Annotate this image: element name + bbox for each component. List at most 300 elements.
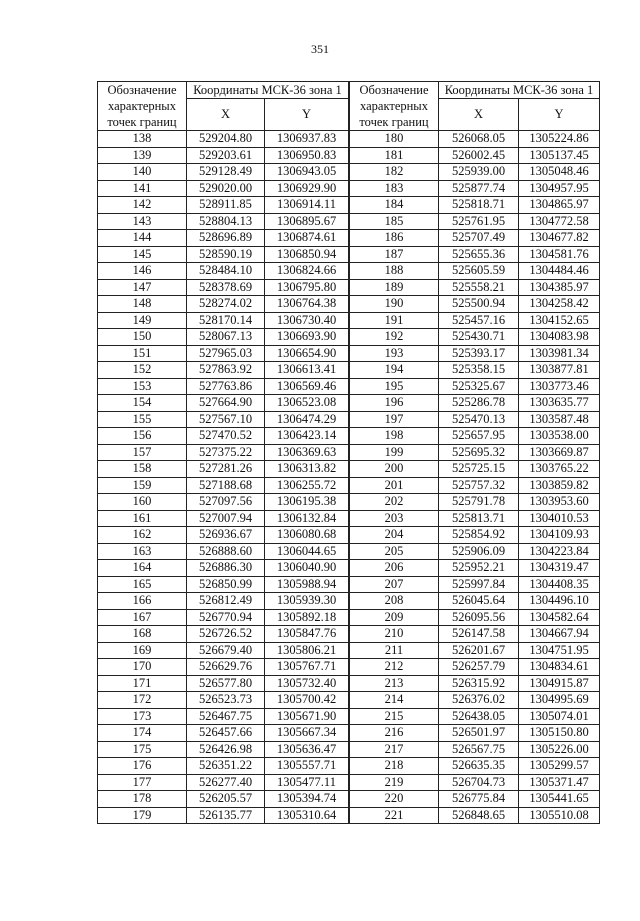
table-row	[350, 494, 600, 511]
point-number-cell: 182	[350, 164, 439, 181]
point-number-cell: 185	[350, 213, 439, 230]
x-coordinate-cell: 526277.40	[187, 774, 265, 791]
y-coordinate-cell: 1306654.90	[265, 345, 349, 362]
table-row	[98, 312, 349, 329]
table-row	[350, 477, 600, 494]
y-coordinate-cell: 1304152.65	[519, 312, 600, 329]
y-coordinate-cell: 1304484.46	[519, 263, 600, 280]
y-coordinate-cell: 1306693.90	[265, 329, 349, 346]
x-coordinate-cell: 528590.19	[187, 246, 265, 263]
y-coordinate-cell: 1304915.87	[519, 675, 600, 692]
point-number-cell: 170	[98, 659, 187, 676]
y-coordinate-cell: 1304834.61	[519, 659, 600, 676]
point-number-cell: 169	[98, 642, 187, 659]
y-coordinate-cell: 1306474.29	[265, 411, 349, 428]
y-coordinate-cell: 1306040.90	[265, 560, 349, 577]
point-number-cell: 145	[98, 246, 187, 263]
y-coordinate-cell: 1305988.94	[265, 576, 349, 593]
table-row	[98, 692, 349, 709]
point-number-cell: 147	[98, 279, 187, 296]
table-row	[98, 477, 349, 494]
point-number-cell: 211	[350, 642, 439, 659]
y-coordinate-cell: 1305074.01	[519, 708, 600, 725]
table-row	[350, 708, 600, 725]
table-row	[98, 180, 349, 197]
point-number-cell: 186	[350, 230, 439, 247]
table-row	[98, 510, 349, 527]
point-number-cell: 177	[98, 774, 187, 791]
point-number-cell: 173	[98, 708, 187, 725]
point-number-cell: 164	[98, 560, 187, 577]
point-number-cell: 213	[350, 675, 439, 692]
table-row	[98, 626, 349, 643]
table-row	[350, 791, 600, 808]
y-coordinate-cell: 1305671.90	[265, 708, 349, 725]
point-number-cell: 194	[350, 362, 439, 379]
table-row	[350, 246, 600, 263]
point-number-cell: 193	[350, 345, 439, 362]
table-row	[98, 675, 349, 692]
point-number-cell: 139	[98, 147, 187, 164]
point-number-cell: 168	[98, 626, 187, 643]
x-coordinate-cell: 527664.90	[187, 395, 265, 412]
point-number-cell: 199	[350, 444, 439, 461]
x-coordinate-cell: 526002.45	[439, 147, 519, 164]
y-coordinate-cell: 1305224.86	[519, 131, 600, 148]
x-coordinate-cell: 526848.65	[439, 807, 519, 824]
x-coordinate-cell: 528484.10	[187, 263, 265, 280]
point-number-cell: 156	[98, 428, 187, 445]
y-coordinate-cell: 1305557.71	[265, 758, 349, 775]
y-coordinate-cell: 1305394.74	[265, 791, 349, 808]
y-coordinate-cell: 1306044.65	[265, 543, 349, 560]
point-number-cell: 158	[98, 461, 187, 478]
table-row	[98, 527, 349, 544]
point-number-cell: 140	[98, 164, 187, 181]
table-row	[350, 180, 600, 197]
table-row	[350, 642, 600, 659]
y-coordinate-cell: 1305700.42	[265, 692, 349, 709]
table-row	[98, 609, 349, 626]
point-number-cell: 207	[350, 576, 439, 593]
y-coordinate-cell: 1304408.35	[519, 576, 600, 593]
x-coordinate-cell: 527007.94	[187, 510, 265, 527]
table-body-left	[98, 131, 349, 824]
table-row	[98, 494, 349, 511]
x-coordinate-cell: 527965.03	[187, 345, 265, 362]
table-row	[350, 675, 600, 692]
x-coordinate-cell: 526315.92	[439, 675, 519, 692]
point-number-cell: 174	[98, 725, 187, 742]
x-coordinate-cell: 525286.78	[439, 395, 519, 412]
point-number-cell: 157	[98, 444, 187, 461]
y-coordinate-cell: 1305441.65	[519, 791, 600, 808]
y-coordinate-cell: 1306369.63	[265, 444, 349, 461]
table-row	[350, 147, 600, 164]
y-coordinate-cell: 1303587.48	[519, 411, 600, 428]
table-row	[350, 626, 600, 643]
table-row	[350, 593, 600, 610]
x-coordinate-cell: 525939.00	[439, 164, 519, 181]
y-coordinate-cell: 1306423.14	[265, 428, 349, 445]
table-row	[350, 164, 600, 181]
point-number-cell: 144	[98, 230, 187, 247]
y-coordinate-cell: 1305847.76	[265, 626, 349, 643]
x-coordinate-cell: 525657.95	[439, 428, 519, 445]
table-row	[350, 362, 600, 379]
table-row	[98, 758, 349, 775]
point-number-cell: 161	[98, 510, 187, 527]
point-number-cell: 202	[350, 494, 439, 511]
y-coordinate-cell: 1304751.95	[519, 642, 600, 659]
x-coordinate-cell: 525952.21	[439, 560, 519, 577]
table-row	[350, 659, 600, 676]
y-coordinate-cell: 1305150.80	[519, 725, 600, 742]
x-coordinate-cell: 525430.71	[439, 329, 519, 346]
y-coordinate-cell: 1303877.81	[519, 362, 600, 379]
x-coordinate-cell: 525906.09	[439, 543, 519, 560]
y-coordinate-cell: 1306730.40	[265, 312, 349, 329]
y-coordinate-cell: 1306950.83	[265, 147, 349, 164]
point-number-cell: 188	[350, 263, 439, 280]
point-number-cell: 192	[350, 329, 439, 346]
table-row	[98, 659, 349, 676]
table-row	[350, 725, 600, 742]
y-coordinate-cell: 1306195.38	[265, 494, 349, 511]
point-number-cell: 216	[350, 725, 439, 742]
x-coordinate-cell: 526726.52	[187, 626, 265, 643]
coordinates-table-left	[97, 81, 349, 824]
y-coordinate-cell: 1304258.42	[519, 296, 600, 313]
x-coordinate-cell: 528696.89	[187, 230, 265, 247]
point-number-cell: 212	[350, 659, 439, 676]
y-coordinate-cell: 1306914.11	[265, 197, 349, 214]
table-row	[350, 197, 600, 214]
point-number-cell: 208	[350, 593, 439, 610]
y-coordinate-cell: 1306255.72	[265, 477, 349, 494]
table-row	[98, 213, 349, 230]
x-coordinate-cell: 525757.32	[439, 477, 519, 494]
x-coordinate-cell: 527567.10	[187, 411, 265, 428]
table-row	[350, 263, 600, 280]
y-coordinate-cell: 1304865.97	[519, 197, 600, 214]
x-coordinate-cell: 525655.36	[439, 246, 519, 263]
x-coordinate-cell: 528067.13	[187, 329, 265, 346]
y-coordinate-cell: 1303953.60	[519, 494, 600, 511]
x-coordinate-cell: 525393.17	[439, 345, 519, 362]
point-number-cell: 176	[98, 758, 187, 775]
point-number-cell: 167	[98, 609, 187, 626]
x-coordinate-cell: 526147.58	[439, 626, 519, 643]
y-coordinate-cell: 1306874.61	[265, 230, 349, 247]
table-row	[98, 593, 349, 610]
point-number-cell: 153	[98, 378, 187, 395]
point-number-cell: 210	[350, 626, 439, 643]
x-coordinate-cell: 526501.97	[439, 725, 519, 742]
point-number-cell: 197	[350, 411, 439, 428]
point-number-cell: 196	[350, 395, 439, 412]
y-coordinate-cell: 1304957.95	[519, 180, 600, 197]
point-number-cell: 187	[350, 246, 439, 263]
header-y: Y	[265, 99, 349, 131]
x-coordinate-cell: 525877.74	[439, 180, 519, 197]
x-coordinate-cell: 526351.22	[187, 758, 265, 775]
y-coordinate-cell: 1306943.05	[265, 164, 349, 181]
point-number-cell: 201	[350, 477, 439, 494]
x-coordinate-cell: 526936.67	[187, 527, 265, 544]
y-coordinate-cell: 1306569.46	[265, 378, 349, 395]
y-coordinate-cell: 1305299.57	[519, 758, 600, 775]
y-coordinate-cell: 1303635.77	[519, 395, 600, 412]
header-x: X	[439, 99, 519, 131]
point-number-cell: 154	[98, 395, 187, 412]
table-row	[350, 329, 600, 346]
y-coordinate-cell: 1305477.11	[265, 774, 349, 791]
table-row	[98, 461, 349, 478]
point-number-cell: 215	[350, 708, 439, 725]
x-coordinate-cell: 525605.59	[439, 263, 519, 280]
y-coordinate-cell: 1305636.47	[265, 741, 349, 758]
y-coordinate-cell: 1304010.53	[519, 510, 600, 527]
y-coordinate-cell: 1306824.66	[265, 263, 349, 280]
y-coordinate-cell: 1304581.76	[519, 246, 600, 263]
x-coordinate-cell: 525695.32	[439, 444, 519, 461]
x-coordinate-cell: 526095.56	[439, 609, 519, 626]
x-coordinate-cell: 527097.56	[187, 494, 265, 511]
table-row	[350, 461, 600, 478]
x-coordinate-cell: 527188.68	[187, 477, 265, 494]
x-coordinate-cell: 525457.16	[439, 312, 519, 329]
x-coordinate-cell: 526577.80	[187, 675, 265, 692]
point-number-cell: 190	[350, 296, 439, 313]
x-coordinate-cell: 525325.67	[439, 378, 519, 395]
y-coordinate-cell: 1306764.38	[265, 296, 349, 313]
x-coordinate-cell: 526679.40	[187, 642, 265, 659]
y-coordinate-cell: 1304582.64	[519, 609, 600, 626]
x-coordinate-cell: 526629.76	[187, 659, 265, 676]
x-coordinate-cell: 528170.14	[187, 312, 265, 329]
y-coordinate-cell: 1304677.82	[519, 230, 600, 247]
point-number-cell: 178	[98, 791, 187, 808]
point-number-cell: 148	[98, 296, 187, 313]
point-number-cell: 181	[350, 147, 439, 164]
table-row	[98, 543, 349, 560]
point-number-cell: 195	[350, 378, 439, 395]
x-coordinate-cell: 528804.13	[187, 213, 265, 230]
table-row	[350, 411, 600, 428]
y-coordinate-cell: 1303765.22	[519, 461, 600, 478]
point-number-cell: 155	[98, 411, 187, 428]
table-row	[350, 741, 600, 758]
y-coordinate-cell: 1303669.87	[519, 444, 600, 461]
table-row	[350, 807, 600, 824]
x-coordinate-cell: 526426.98	[187, 741, 265, 758]
table-row	[98, 197, 349, 214]
x-coordinate-cell: 529128.49	[187, 164, 265, 181]
table-row	[98, 560, 349, 577]
y-coordinate-cell: 1304667.94	[519, 626, 600, 643]
point-number-cell: 162	[98, 527, 187, 544]
table-row	[350, 428, 600, 445]
y-coordinate-cell: 1306795.80	[265, 279, 349, 296]
table-row	[350, 576, 600, 593]
y-coordinate-cell: 1305510.08	[519, 807, 600, 824]
point-number-cell: 204	[350, 527, 439, 544]
point-number-cell: 146	[98, 263, 187, 280]
table-row	[350, 345, 600, 362]
point-number-cell: 152	[98, 362, 187, 379]
point-number-cell: 175	[98, 741, 187, 758]
table-row	[350, 560, 600, 577]
y-coordinate-cell: 1306613.41	[265, 362, 349, 379]
header-coord-system: Координаты МСК-36 зона 1	[439, 82, 600, 99]
point-number-cell: 149	[98, 312, 187, 329]
x-coordinate-cell: 525358.15	[439, 362, 519, 379]
table-row	[98, 296, 349, 313]
point-number-cell: 171	[98, 675, 187, 692]
x-coordinate-cell: 526812.49	[187, 593, 265, 610]
header-point-label: Обозначение характерных точек границ	[98, 82, 187, 131]
x-coordinate-cell: 526068.05	[439, 131, 519, 148]
point-number-cell: 219	[350, 774, 439, 791]
header-y: Y	[519, 99, 600, 131]
point-number-cell: 150	[98, 329, 187, 346]
x-coordinate-cell: 525470.13	[439, 411, 519, 428]
table-row	[350, 692, 600, 709]
point-number-cell: 206	[350, 560, 439, 577]
table-row	[350, 395, 600, 412]
table-row	[98, 791, 349, 808]
y-coordinate-cell: 1304223.84	[519, 543, 600, 560]
x-coordinate-cell: 526135.77	[187, 807, 265, 824]
x-coordinate-cell: 525707.49	[439, 230, 519, 247]
x-coordinate-cell: 526635.35	[439, 758, 519, 775]
x-coordinate-cell: 525725.15	[439, 461, 519, 478]
x-coordinate-cell: 527863.92	[187, 362, 265, 379]
table-row	[350, 296, 600, 313]
x-coordinate-cell: 526257.79	[439, 659, 519, 676]
y-coordinate-cell: 1305732.40	[265, 675, 349, 692]
y-coordinate-cell: 1305767.71	[265, 659, 349, 676]
x-coordinate-cell: 525761.95	[439, 213, 519, 230]
table-row	[98, 164, 349, 181]
y-coordinate-cell: 1305310.64	[265, 807, 349, 824]
x-coordinate-cell: 527470.52	[187, 428, 265, 445]
y-coordinate-cell: 1305226.00	[519, 741, 600, 758]
x-coordinate-cell: 529204.80	[187, 131, 265, 148]
y-coordinate-cell: 1304995.69	[519, 692, 600, 709]
x-coordinate-cell: 526376.02	[439, 692, 519, 709]
point-number-cell: 191	[350, 312, 439, 329]
y-coordinate-cell: 1305667.34	[265, 725, 349, 742]
point-number-cell: 209	[350, 609, 439, 626]
table-row	[98, 246, 349, 263]
coordinates-table-right	[349, 81, 600, 824]
y-coordinate-cell: 1304772.58	[519, 213, 600, 230]
y-coordinate-cell: 1304496.10	[519, 593, 600, 610]
point-number-cell: 220	[350, 791, 439, 808]
x-coordinate-cell: 526523.73	[187, 692, 265, 709]
point-number-cell: 165	[98, 576, 187, 593]
y-coordinate-cell: 1305048.46	[519, 164, 600, 181]
x-coordinate-cell: 526775.84	[439, 791, 519, 808]
point-number-cell: 203	[350, 510, 439, 527]
table-row	[350, 230, 600, 247]
x-coordinate-cell: 525791.78	[439, 494, 519, 511]
x-coordinate-cell: 526886.30	[187, 560, 265, 577]
table-row	[350, 510, 600, 527]
x-coordinate-cell: 529203.61	[187, 147, 265, 164]
table-row	[98, 444, 349, 461]
y-coordinate-cell: 1305137.45	[519, 147, 600, 164]
x-coordinate-cell: 526045.64	[439, 593, 519, 610]
table-row	[98, 395, 349, 412]
point-number-cell: 180	[350, 131, 439, 148]
y-coordinate-cell: 1306895.67	[265, 213, 349, 230]
y-coordinate-cell: 1306937.83	[265, 131, 349, 148]
table-row	[98, 279, 349, 296]
y-coordinate-cell: 1306080.68	[265, 527, 349, 544]
x-coordinate-cell: 526567.75	[439, 741, 519, 758]
y-coordinate-cell: 1304109.93	[519, 527, 600, 544]
table-row	[98, 362, 349, 379]
x-coordinate-cell: 526770.94	[187, 609, 265, 626]
table-row	[98, 147, 349, 164]
point-number-cell: 198	[350, 428, 439, 445]
point-number-cell: 218	[350, 758, 439, 775]
point-number-cell: 141	[98, 180, 187, 197]
y-coordinate-cell: 1306850.94	[265, 246, 349, 263]
table-body-right	[350, 131, 600, 824]
point-number-cell: 138	[98, 131, 187, 148]
point-number-cell: 143	[98, 213, 187, 230]
point-number-cell: 166	[98, 593, 187, 610]
table-row	[350, 609, 600, 626]
table-row	[98, 774, 349, 791]
x-coordinate-cell: 526704.73	[439, 774, 519, 791]
table-row	[98, 428, 349, 445]
point-number-cell: 179	[98, 807, 187, 824]
table-row	[98, 263, 349, 280]
x-coordinate-cell: 525997.84	[439, 576, 519, 593]
point-number-cell: 159	[98, 477, 187, 494]
y-coordinate-cell: 1303538.00	[519, 428, 600, 445]
table-row	[98, 230, 349, 247]
table-row	[98, 807, 349, 824]
table-row	[98, 329, 349, 346]
x-coordinate-cell: 529020.00	[187, 180, 265, 197]
y-coordinate-cell: 1306523.08	[265, 395, 349, 412]
point-number-cell: 160	[98, 494, 187, 511]
table-row	[350, 131, 600, 148]
table-row	[98, 708, 349, 725]
point-number-cell: 184	[350, 197, 439, 214]
x-coordinate-cell: 526467.75	[187, 708, 265, 725]
point-number-cell: 205	[350, 543, 439, 560]
x-coordinate-cell: 526438.05	[439, 708, 519, 725]
table-row	[350, 527, 600, 544]
page-number: 351	[311, 42, 329, 56]
table-row	[98, 725, 349, 742]
y-coordinate-cell: 1305892.18	[265, 609, 349, 626]
point-number-cell: 214	[350, 692, 439, 709]
x-coordinate-cell: 526201.67	[439, 642, 519, 659]
y-coordinate-cell: 1304319.47	[519, 560, 600, 577]
table-row	[98, 345, 349, 362]
y-coordinate-cell: 1306313.82	[265, 461, 349, 478]
x-coordinate-cell: 526205.57	[187, 791, 265, 808]
table-row	[350, 444, 600, 461]
